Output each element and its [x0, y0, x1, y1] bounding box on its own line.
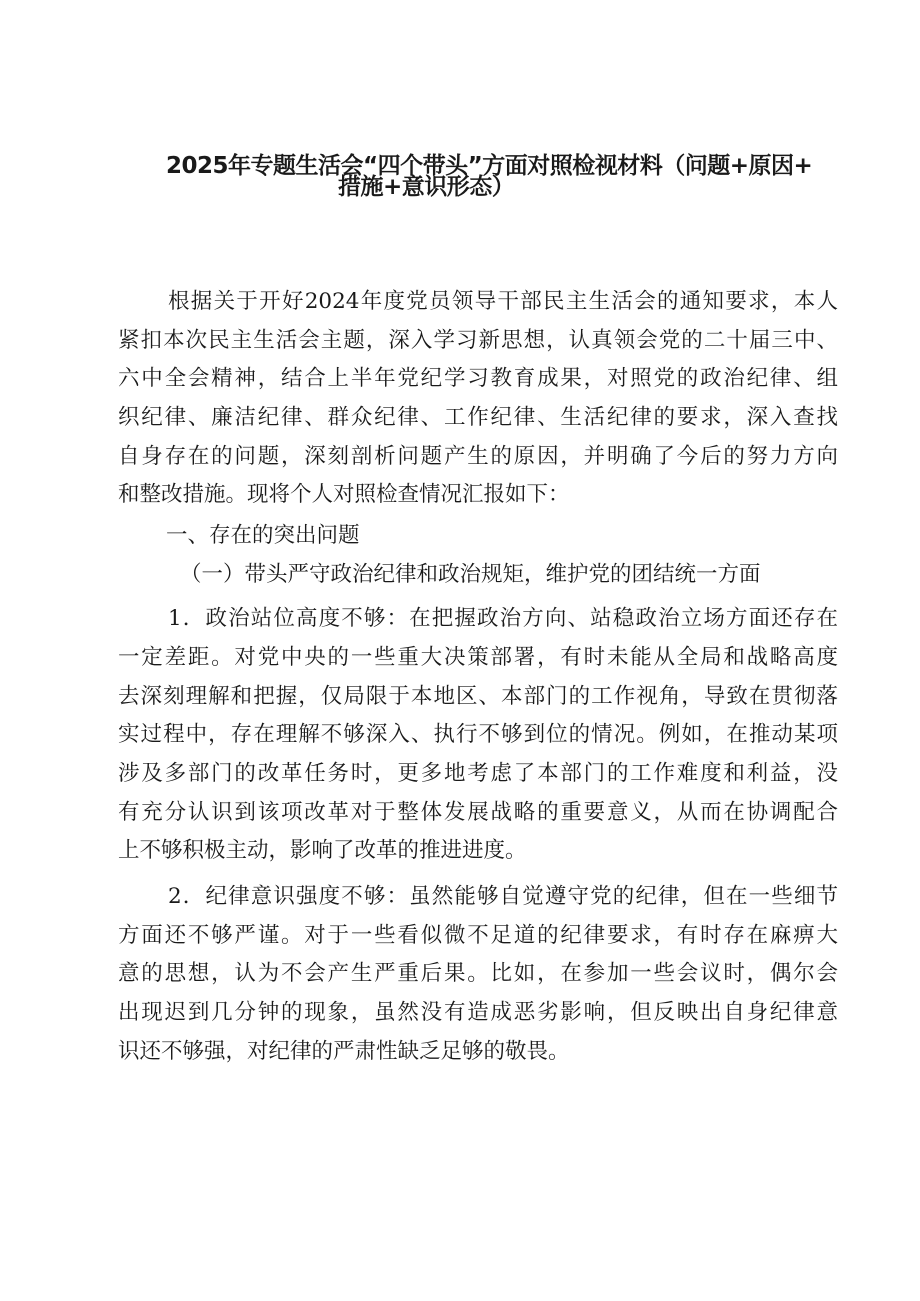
item-1-paragraph: [118, 600, 838, 871]
intro-line: 织纪律、廉洁纪律、群众纪律、工作纪律、生活纪律的要求，深入查找: [118, 405, 838, 431]
document-title-line-1: 2025年专题生活会“四个带头”方面对照检视材料（问题+原因+: [166, 153, 813, 179]
item-1-line: 上不够积极主动，影响了改革的推进进度。: [118, 838, 527, 864]
item-1-line: 去深刻理解和把握，仅局限于本地区、本部门的工作视角，导致在贯彻落: [118, 683, 838, 709]
intro-paragraph: [118, 283, 838, 515]
item-1-line: 有充分认识到该项改革对于整体发展战略的重要意义，从而在协调配合: [118, 799, 838, 825]
subsection-heading: （一）带头严守政治纪律和政治规矩，维护党的团结统一方面: [180, 562, 761, 588]
item-2-line: 2．纪律意识强度不够：虽然能够自觉遵守党的纪律，但在一些细节: [168, 883, 838, 909]
document-body: [118, 283, 838, 1071]
item-1-line: 实过程中，存在理解不够深入、执行不够到位的情况。例如，在推动某项: [118, 722, 838, 748]
item-2-line: 方面还不够严谨。对于一些看似微不足道的纪律要求，有时存在麻痹大: [118, 922, 838, 948]
intro-line: 六中全会精神，结合上半年党纪学习教育成果，对照党的政治纪律、组: [118, 366, 838, 392]
document-title-line-2: 措施+意识形态）: [338, 174, 515, 200]
intro-line: 自身存在的问题，深刻剖析问题产生的原因，并明确了今后的努力方向: [118, 443, 838, 469]
item-2-paragraph: [118, 878, 838, 1071]
item-1-line: 涉及多部门的改革任务时，更多地考虑了本部门的工作难度和利益，没: [118, 760, 838, 786]
item-2-line: 识还不够强，对纪律的严肃性缺乏足够的敬畏。: [118, 1038, 570, 1064]
item-2-line: 意的思想，认为不会产生严重后果。比如，在参加一些会议时，偶尔会: [118, 961, 838, 987]
item-1-line: 一定差距。对党中央的一些重大决策部署，有时未能从全局和战略高度: [118, 644, 838, 670]
intro-line: 紧扣本次民主生活会主题，深入学习新思想，认真领会党的二十届三中、: [118, 327, 838, 353]
section-heading: 一、存在的突出问题: [166, 523, 360, 549]
item-2-line: 出现迟到几分钟的现象，虽然没有造成恶劣影响，但反映出自身纪律意: [118, 1000, 838, 1025]
intro-line: 和整改措施。现将个人对照检查情况汇报如下：: [118, 482, 570, 508]
intro-line: 根据关于开好2024年度党员领导干部民主生活会的通知要求，本人: [168, 289, 838, 314]
item-1-line: 1．政治站位高度不够：在把握政治方向、站稳政治立场方面还存在: [168, 606, 838, 632]
